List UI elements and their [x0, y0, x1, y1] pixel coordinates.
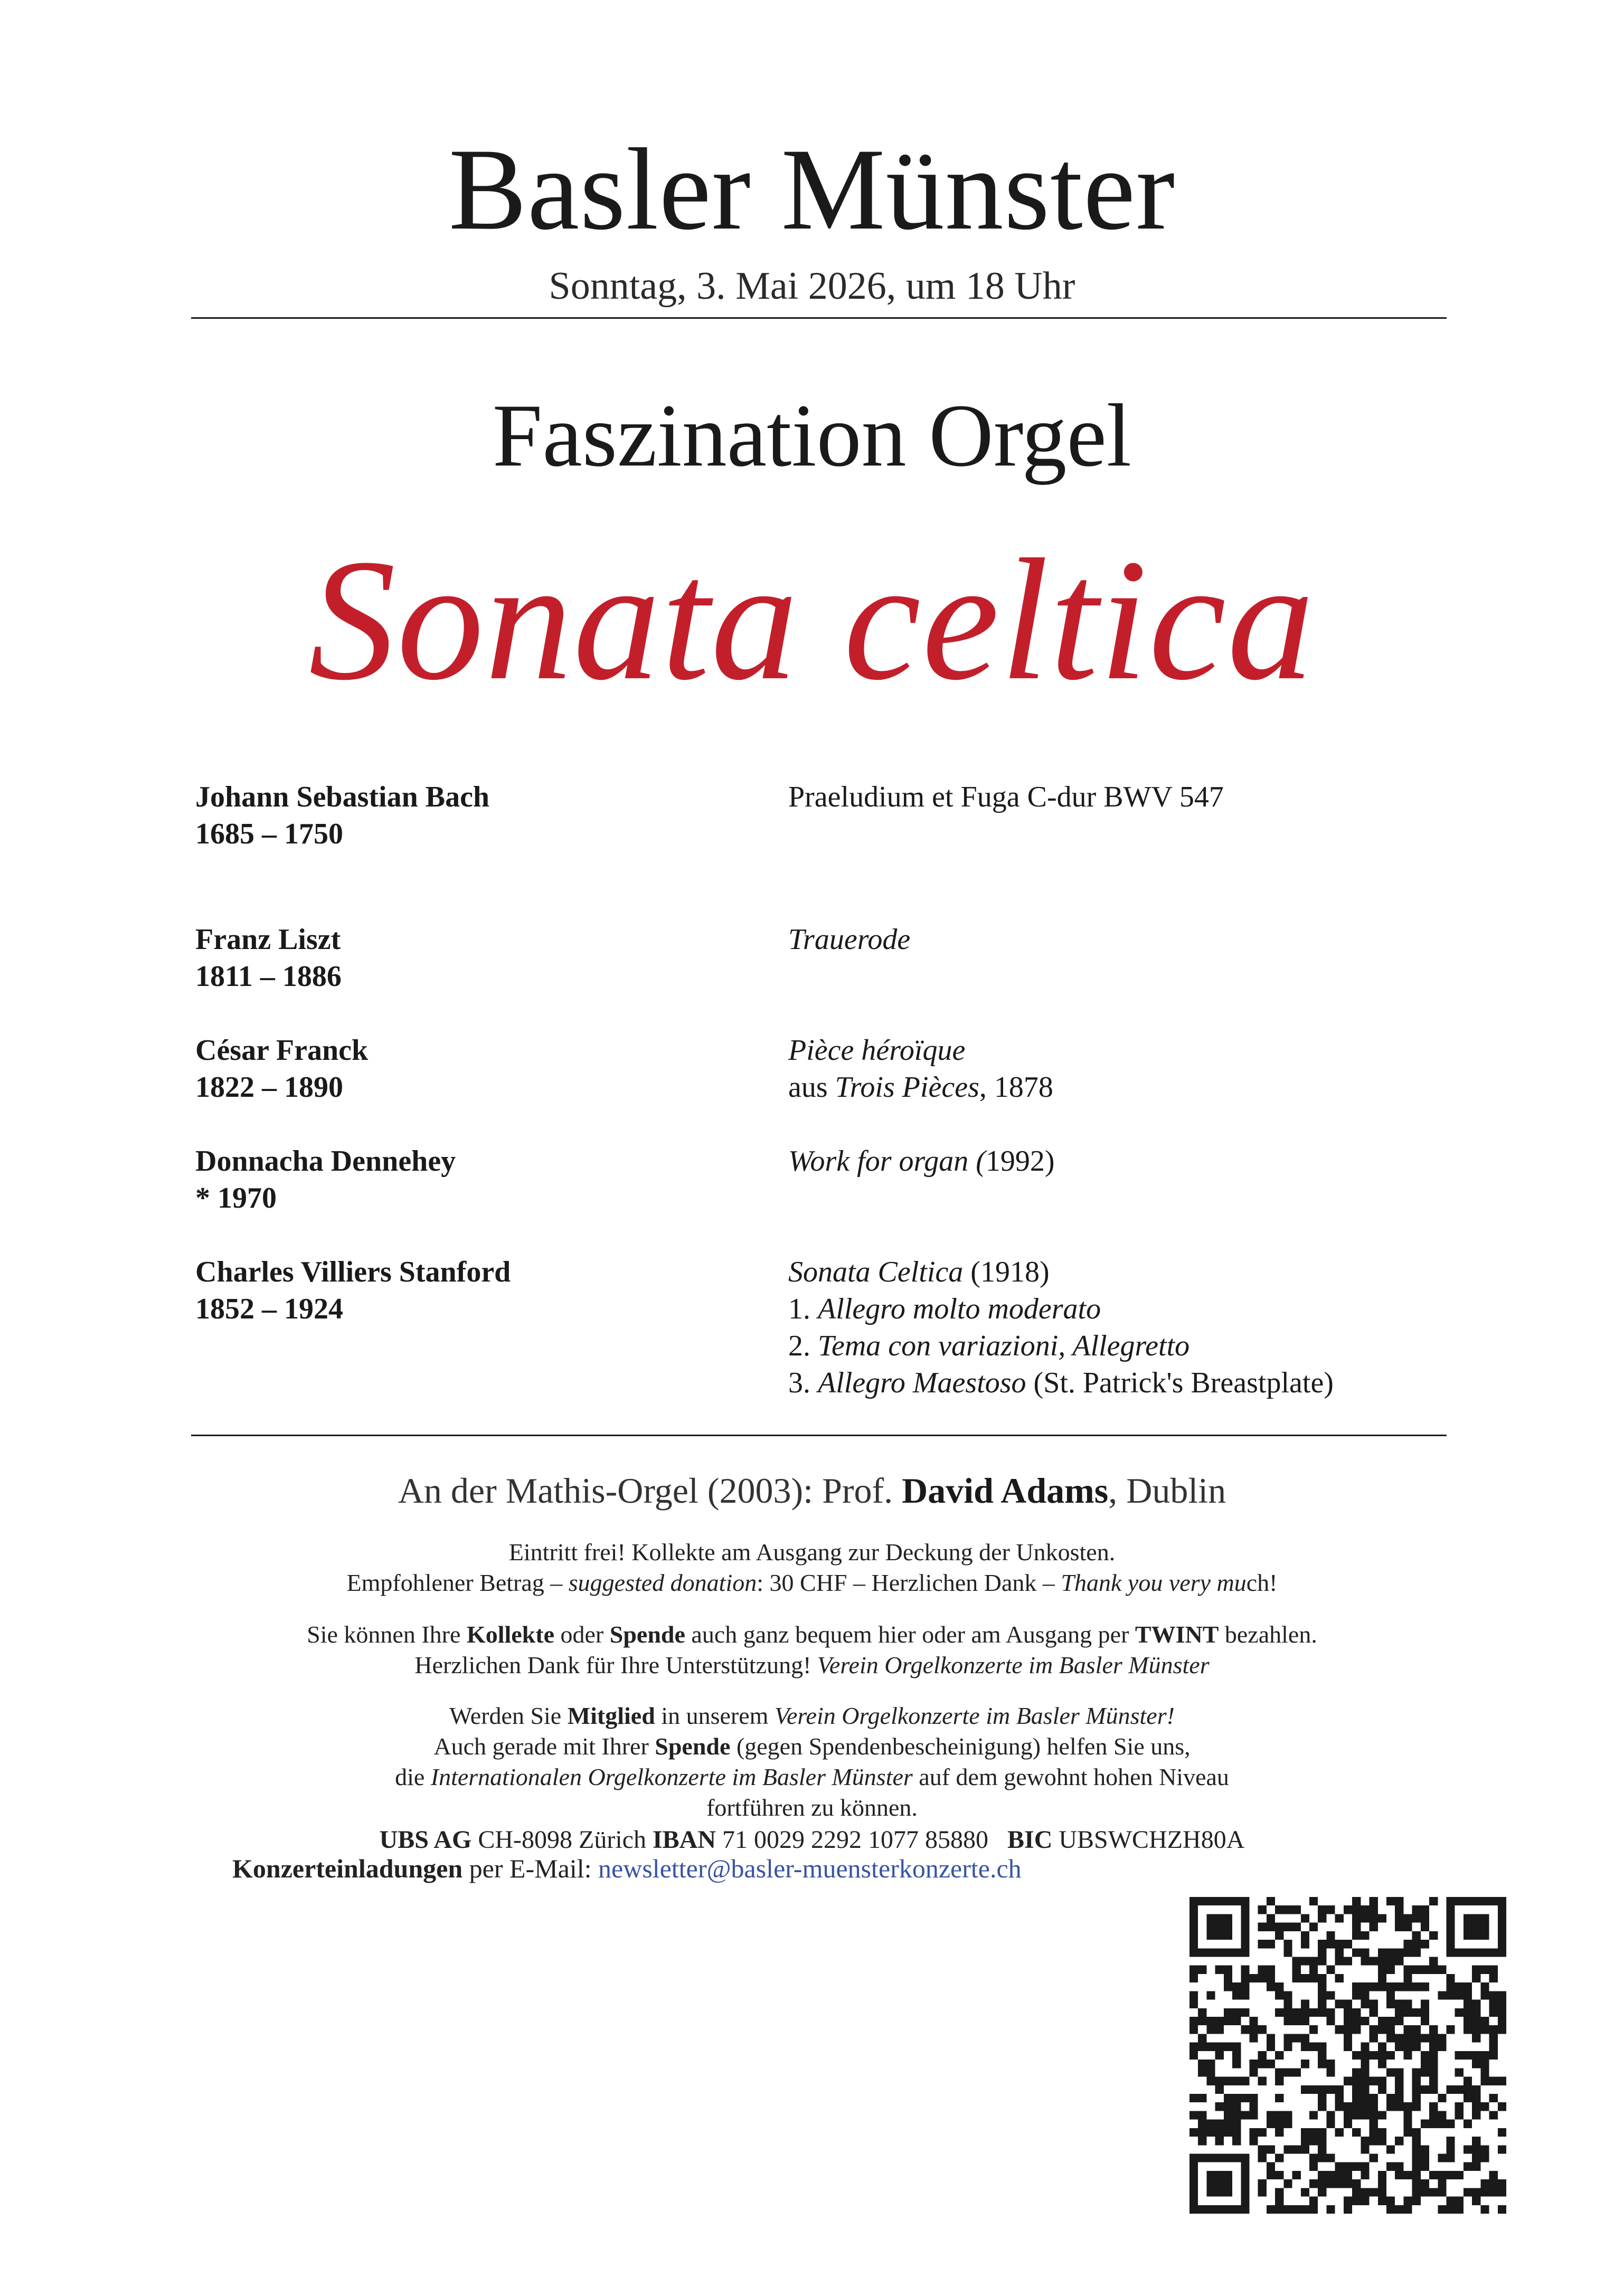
- newsletter-line: Konzerteinladungen per E-Mail: newsletter@basler-muensterkonzerte.ch: [232, 1854, 1022, 1883]
- composer-years: * 1970: [195, 1182, 277, 1215]
- composer-years: 1822 – 1890: [195, 1071, 343, 1104]
- composer-name: Charles Villiers Stanford: [195, 1256, 511, 1288]
- composer-years: 1811 – 1886: [195, 960, 342, 993]
- venue-title: Basler Münster: [448, 125, 1176, 254]
- performer-line: An der Mathis-Orgel (2003): Prof. David Adams, Dublin: [398, 1470, 1226, 1511]
- composer-name: Donnacha Dennehey: [195, 1145, 456, 1178]
- qr-code[interactable]: [1189, 1897, 1506, 2214]
- concert-title: Sonata celtica: [308, 524, 1316, 716]
- divider-bottom: [191, 1435, 1447, 1436]
- twint-info: Sie können Ihre Kollekte oder Spende auch ganz bequem hier oder am Ausgang per TWINT bezahlen. Herzlichen Dank für Ihre Unterstützung! Verein Orgelkonzerte im Basler Münster: [307, 1621, 1317, 1678]
- movement: 3. Allegro Maestoso (St. Patrick's Breastplate): [788, 1367, 1334, 1399]
- bank-details: UBS AG CH-8098 Zürich IBAN 71 0029 2292 1077 85880 BIC UBSWCHZH80A: [379, 1826, 1245, 1854]
- work-title: Work for organ (1992): [788, 1145, 1055, 1178]
- newsletter-email-link[interactable]: newsletter@basler-muensterkonzerte.ch: [598, 1854, 1022, 1883]
- composer-years: 1852 – 1924: [195, 1293, 343, 1325]
- admission-info: Eintritt frei! Kollekte am Ausgang zur Deckung der Unkosten. Empfohlener Betrag – suggested donation: 30 CHF – Herzlichen Dank – Thank you very much!: [346, 1539, 1278, 1596]
- composer-name: Franz Liszt: [195, 923, 341, 956]
- composer-name: César Franck: [195, 1034, 369, 1067]
- work-title: Sonata Celtica (1918): [788, 1256, 1050, 1288]
- work-title: Pièce héroïque: [788, 1034, 966, 1067]
- work-source: aus Trois Pièces, 1878: [788, 1071, 1053, 1104]
- concert-date: Sonntag, 3. Mai 2026, um 18 Uhr: [549, 264, 1075, 308]
- movement: 1. Allegro molto moderato: [788, 1293, 1101, 1325]
- divider-top: [191, 317, 1447, 319]
- work-title: Trauerode: [788, 923, 911, 956]
- series-title: Faszination Orgel: [492, 386, 1132, 485]
- movement: 2. Tema con variazioni, Allegretto: [788, 1330, 1190, 1362]
- membership-info: Werden Sie Mitglied in unserem Verein Orgelkonzerte im Basler Münster! Auch gerade mit Ihrer Spende (gegen Spendenbescheinigung) helfen Sie uns, die Internationalen Orgelkonzerte im Basler Münster auf dem gewohnt hohen Niveau fortführen zu können.: [395, 1702, 1229, 1821]
- composer-name: Johann Sebastian Bach: [195, 781, 490, 813]
- composer-years: 1685 – 1750: [195, 818, 343, 850]
- work-title: Praeludium et Fuga C-dur BWV 547: [788, 781, 1224, 813]
